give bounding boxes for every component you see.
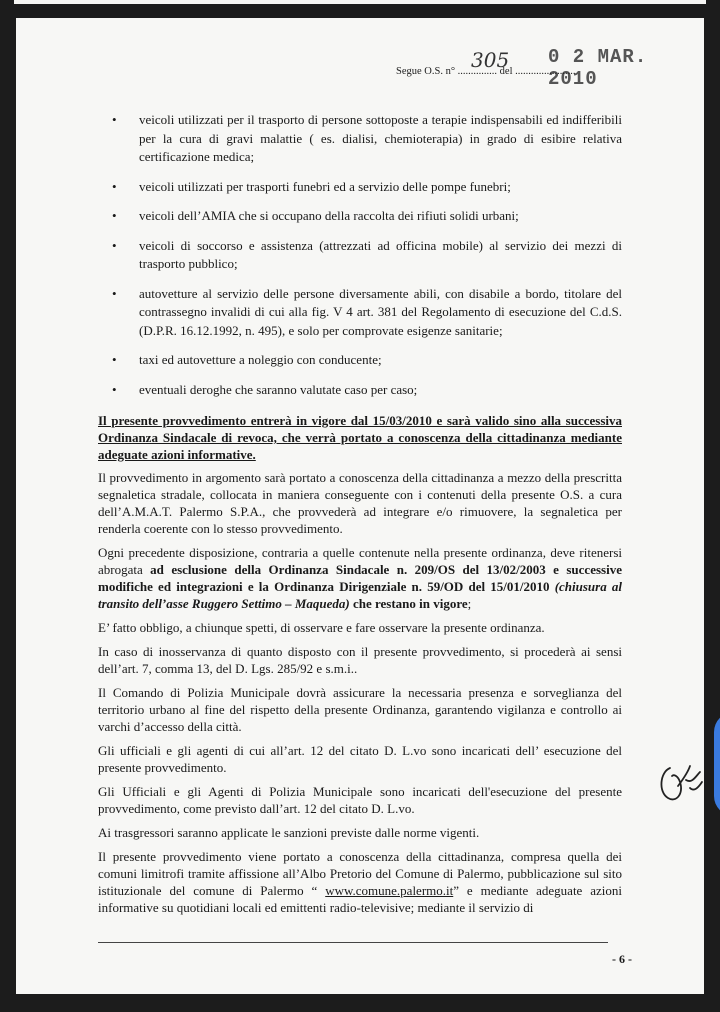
- police-command-paragraph: Il Comando di Polizia Municipale dovrà assicurare la necessaria presenza e sorveglianza del territorio urbano al fine del rispetto della presente Ordinanza, garantendo vigilanza e controllo ai varchi d’accesso della città.: [98, 685, 622, 734]
- list-item: • veicoli dell’AMIA che si occupano della raccolta dei rifiuti solidi urbani;: [112, 207, 622, 226]
- list-item: • autovetture al servizio delle persone diversamente abili, con disabile a bordo, titolare del contrassegno invalidi di cui alla fig. V 4 art. 381 del Regolamento di esecuzione del C.d.S. (D.P.R. 16.12.1992, n. 495), e solo per comprovate esigenze sanitarie;: [112, 285, 622, 338]
- previous-page-edge: [14, 0, 706, 4]
- list-item: • eventuali deroghe che saranno valutate caso per caso;: [112, 381, 622, 400]
- bullet-icon: •: [112, 237, 117, 253]
- handwritten-initials-icon: [656, 758, 704, 810]
- website-link[interactable]: www.comune.palermo.it: [325, 883, 454, 898]
- scroll-handle[interactable]: [714, 712, 720, 816]
- bullet-icon: •: [112, 285, 117, 301]
- list-item: • taxi ed autovetture a noleggio con conducente;: [112, 351, 622, 370]
- document-page: [16, 18, 704, 994]
- list-item: • veicoli utilizzati per il trasporto di persone sottoposte a terapie indispensabili ed indifferibili per la cura di gravi malattie ( es. dialisi, chemioterapia) in grado di esibire relativa certificazione medica;: [112, 112, 622, 164]
- municipal-officers-paragraph: Gli Ufficiali e gli Agenti di Polizia Municipale sono incaricati dell'esecuzione del presente provvedimento, come previsto dall’art. 12 del citato D. L.vo.: [98, 784, 622, 816]
- obligation-paragraph: E’ fatto obbligo, a chiunque spetti, di osservare e fare osservare la presente ordinanza.: [98, 620, 545, 635]
- footer-divider: [98, 942, 608, 943]
- list-item: • veicoli di soccorso e assistenza (attrezzati ad officina mobile) al servizio dei mezzi di trasporto pubblico;: [112, 237, 622, 271]
- bullet-icon: •: [112, 381, 117, 397]
- signage-paragraph: Il provvedimento in argomento sarà portato a conoscenza della cittadinanza a mezzo della prescritta segnaletica stradale, collocata in maniera conseguente con i contenuti della presente O.S. a cura dell’A.M.A.T. Palermo S.P.A., che provvederà ad integrare e/o rimuovere, la segnaletica per renderla coerente con lo stesso provvedimento.: [98, 470, 622, 536]
- list-item: • veicoli utilizzati per trasporti funebri ed a servizio delle pompe funebri;: [112, 178, 622, 197]
- date-stamp: 0 2 MAR. 2010: [548, 46, 648, 90]
- bullet-icon: •: [112, 352, 117, 367]
- handwritten-order-number: 305: [471, 48, 510, 72]
- bullet-icon: •: [112, 208, 117, 223]
- publicity-paragraph: Il presente provvedimento viene portato a conoscenza della cittadinanza, compresa quella dei comuni limitrofi tramite affissione all’Albo Pretorio del Comune di Palermo, pubblicazione sul sito istituzionale del comune di Palermo “ www.comune.palermo.it” e mediante adeguate azioni informative su quotidiani locali ed emittenti radio-televisive; mediante il servizio di: [98, 849, 622, 915]
- bullet-icon: •: [112, 178, 117, 194]
- sanctions-law-paragraph: In caso di inosservanza di quanto disposto con il presente provvedimento, si procederà ai sensi dell’art. 7, comma 13, del D. Lgs. 285/92 e s.m.i..: [98, 644, 622, 676]
- bullet-icon: •: [112, 112, 117, 127]
- repeal-paragraph: Ogni precedente disposizione, contraria a quelle contenute nella presente ordinanza, deve ritenersi abrogata ad esclusione della Ordinanza Sindacale n. 209/OS del 13/02/2003 e successive modifiche ed integrazioni e la Ordinanza Dirigenziale n. 59/OD del 15/01/2010 (chiusura al transito dell’asse Ruggero Settimo – Maqueda) che restano in vigore;: [98, 545, 622, 611]
- validity-paragraph: Il presente provvedimento entrerà in vigore dal 15/03/2010 e sarà valido sino alla successiva Ordinanza Sindacale di revoca, che verrà portato a conoscenza della cittadinanza mediante adeguate azioni informative.: [98, 413, 622, 462]
- offenders-paragraph: Ai trasgressori saranno applicate le sanzioni previste dalle norme vigenti.: [98, 825, 480, 840]
- officers-paragraph: Gli ufficiali e gli agenti di cui all’art. 12 del citato D. L.vo sono incaricati dell’ esecuzione del presente provvedimento.: [98, 743, 622, 775]
- exemption-list: [112, 111, 622, 410]
- page-number: - 6 -: [612, 952, 632, 966]
- ordinance-body: [98, 412, 622, 923]
- order-reference: Segue O.S. n° ............... del .......................: [396, 66, 576, 77]
